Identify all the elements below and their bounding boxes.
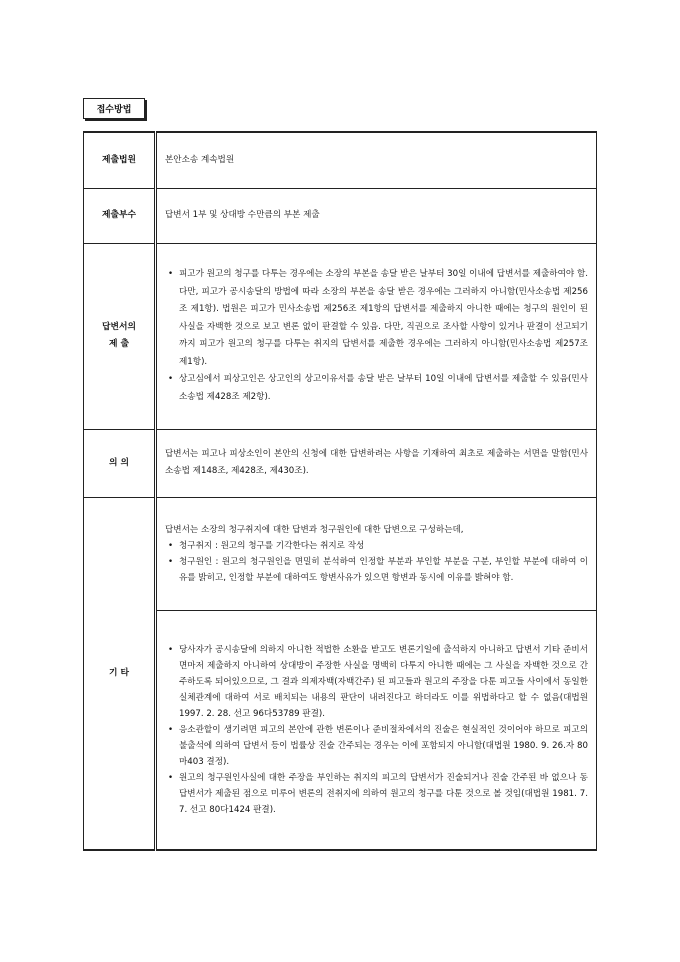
row-label-copies: 제출부수 (84, 188, 156, 243)
row-value-meaning: 답변서는 피고나 피상소인이 본안의 신청에 대한 답변하려는 사항을 기재하여 최초로 제출하는 서면을 말함(민사소송법 제148조, 제428조, 제430조). (156, 429, 597, 497)
table-row (84, 188, 597, 243)
composition-intro: 답변서는 소장의 청구취지에 대한 답변과 청구원인에 대한 답변으로 구성하는데, (165, 524, 464, 535)
row-value-other (156, 497, 597, 850)
bullet-item: • 상고심에서 피상고인은 상고인의 상고이유서를 송달 받은 날부터 10일 이내에 답변서를 제출할 수 있음(민사소송법 제428조 제2항). (165, 371, 588, 406)
table-row (84, 429, 597, 497)
table-row (84, 243, 597, 429)
row-label-line1: 답변서의 (102, 322, 136, 333)
submission-table (83, 131, 597, 851)
row-label-court: 제출법원 (84, 132, 156, 188)
answer-composition (157, 498, 596, 610)
bullet-item: • 청구원인 : 원고의 청구원인을 면밀히 분석하여 인정할 부분과 부인할 부분을 구분, 부인할 부분에 대하여 이유를 밝히고, 인정할 부분에 대하여도 항변사유가 있으면 항변과 동시에 이유를 밝혀야 함. (165, 554, 588, 586)
row-label-meaning: 의 의 (84, 429, 156, 497)
bullet-item: • 당사자가 공시송달에 의하지 아니한 적법한 소환을 받고도 변론기일에 출석하지 아니하고 답변서 기타 준비서면마저 제출하지 아니하여 상대방이 주장한 사실을 명백히 다투지 아니한 때에는 그 사실을 자백한 것으로 간주하도록 되어있으므로, 그 결과 의제자백(자백간주) 된 피고들과 원고의 주장을 다툰 피고들 사이에서 동일한 실체관계에 대하여 서로 배치되는 내용의 판단이 내려진다고 하더라도 이를 위법하다고 할 수 없음(대법원 1997. 2. 28. 선고 96다53789 판결). (165, 642, 588, 722)
bullet-item: • 원고의 청구원인사실에 대한 주장을 부인하는 취지의 피고의 답변서가 진술되거나 진술 간주된 바 없으나 동 답변서가 제출된 점으로 미루어 변론의 전취지에 의하여 원고의 청구를 다툰 것으로 볼 것임(대법원 1981. 7. 7. 선고 80다1424 판결). (165, 770, 588, 818)
table-row (84, 497, 597, 850)
bullet-item: • 피고가 원고의 청구를 다투는 경우에는 소장의 부본을 송달 받은 날부터 30일 이내에 답변서를 제출하여야 함. 다만, 피고가 공시송달의 방법에 따라 소장의 부본을 송달 받은 경우에는 그러하지 아니함(민사소송법 제256조 제1항). 법원은 피고가 민사소송법 제256조 제1항의 답변서를 제출하지 아니한 때에는 청구의 원인이 된 사실을 자백한 것으로 보고 변론 없이 판결할 수 있음. 다만, 직권으로 조사할 사항이 있거나 판결이 선고되기까지 피고가 원고의 청구를 다투는 취지의 답변서를 제출한 경우에는 그러하지 아니함(민사소송법 제257조 제1항). (165, 266, 588, 371)
bullet-item: • 응소관할이 생기려면 피고의 본안에 관한 변론이나 준비절차에서의 진술은 현실적인 것이어야 하므로 피고의 불출석에 의하여 답변서 등이 법률상 진술 간주되는 경우는 이에 포함되지 아니함(대법원 1980. 9. 26.자 80마403 결정). (165, 722, 588, 770)
case-law-notes (157, 610, 596, 849)
row-value-submission (156, 243, 597, 429)
bullet-item: • 청구취지 : 원고의 청구를 기각한다는 취지로 작성 (165, 538, 588, 554)
section-title: 접수방법 (83, 98, 145, 119)
row-value-court: 본안소송 계속법원 (156, 132, 597, 188)
row-label-other: 기 타 (84, 497, 156, 850)
row-value-copies: 답변서 1부 및 상대방 수만큼의 부본 제출 (156, 188, 597, 243)
row-label-line2: 제 출 (108, 339, 130, 349)
table-row (84, 132, 597, 188)
row-label-submission (84, 243, 156, 429)
